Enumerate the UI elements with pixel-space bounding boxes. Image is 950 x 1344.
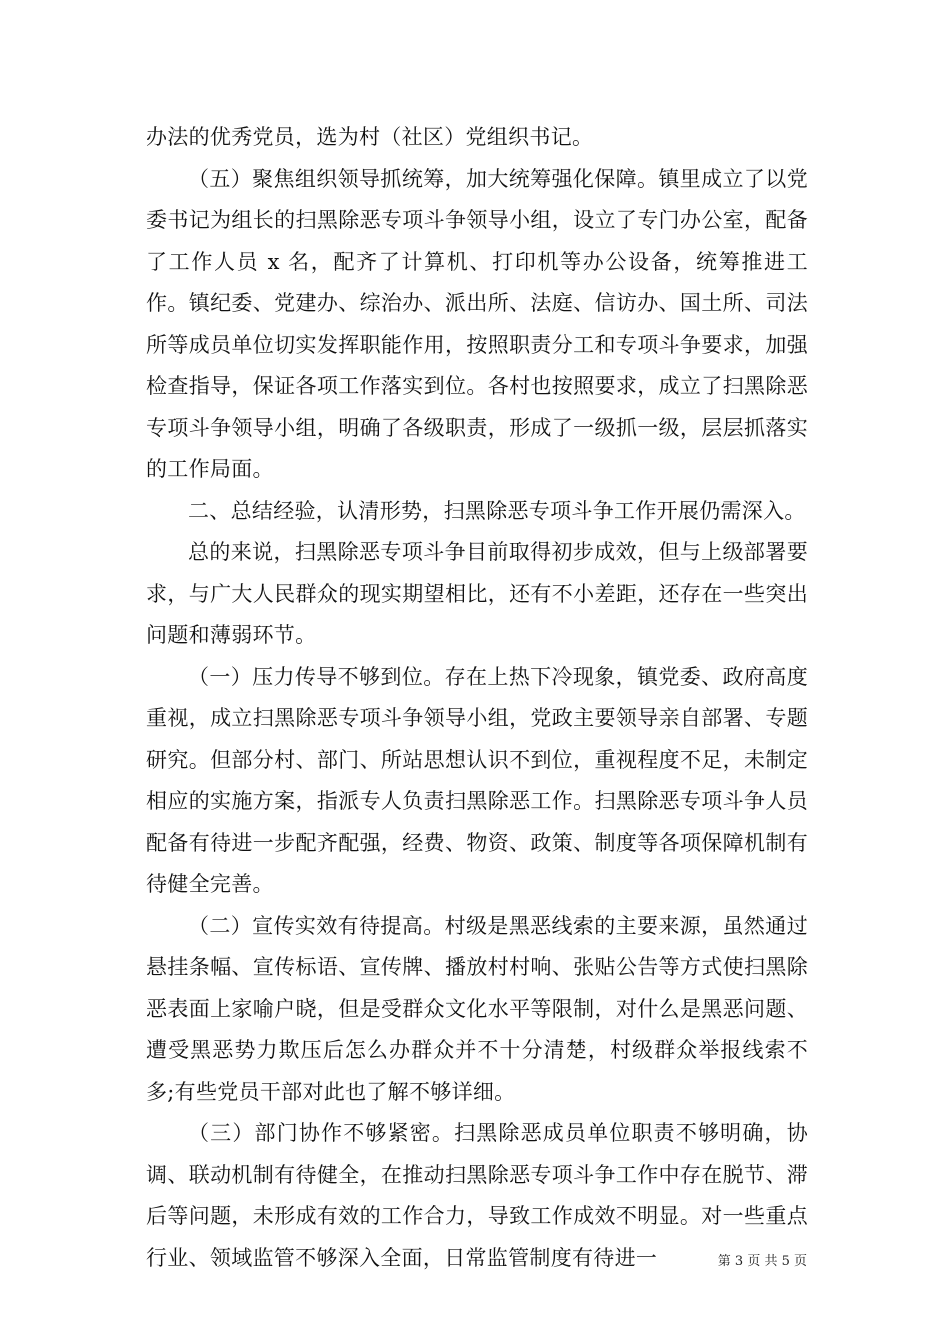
paragraph-issue-2: （二）宣传实效有待提高。村级是黑恶线索的主要来源，虽然通过悬挂条幅、宣传标语、宣传牌、播放村村响、张贴公告等方式使扫黑除恶表面上家喻户晓，但是受群众文化水平等限制，对什么是黑恶问题、遭受黑恶势力欺压后怎么办群众并不十分清楚，村级群众举报线索不多;有些党员干部对此也了解不够详细。 bbox=[146, 913, 808, 1104]
paragraph-issue-1: （一）压力传导不够到位。存在上热下冷现象，镇党委、政府高度重视，成立扫黑除恶专项斗争领导小组，党政主要领导亲自部署、专题研究。但部分村、部门、所站思想认识不到位，重视程度不足，未制定相应的实施方案，指派专人负责扫黑除恶工作。扫黑除恶专项斗争人员配备有待进一步配齐配强，经费、物资、政策、制度等各项保障机制有待健全完善。 bbox=[146, 664, 808, 896]
paragraph-issue-3: （三）部门协作不够紧密。扫黑除恶成员单位职责不够明确，协调、联动机制有待健全，在推动扫黑除恶专项斗争工作中存在脱节、滞后等问题，未形成有效的工作合力，导致工作成效不明显。对一些重点行业、领域监管不够深入全面，日常监管制度有待进一 bbox=[146, 1121, 808, 1270]
document-body bbox=[146, 117, 808, 1279]
page-number: 第 3 页 共 5 页 bbox=[717, 1254, 807, 1269]
paragraph-continuation: 办法的优秀党员，选为村（社区）党组织书记。 bbox=[146, 125, 594, 149]
paragraph-section-5: （五）聚焦组织领导抓统筹，加大统筹强化保障。镇里成立了以党委书记为组长的扫黑除恶专项斗争领导小组，设立了专门办公室，配备了工作人员 x 名，配齐了计算机、打印机等办公设备，统筹推进工作。镇纪委、党建办、综治办、派出所、法庭、信访办、国土所、司法所等成员单位切实发挥职能作用，按照职责分工和专项斗争要求，加强检查指导，保证各项工作落实到位。各村也按照要求，成立了扫黑除恶专项斗争领导小组，明确了各级职责，形成了一级抓一级，层层抓落实的工作局面。 bbox=[146, 166, 808, 481]
paragraph-summary: 总的来说，扫黑除恶专项斗争目前取得初步成效，但与上级部署要求，与广大人民群众的现实期望相比，还有不小差距，还存在一些突出问题和薄弱环节。 bbox=[146, 540, 808, 647]
heading-section-2: 二、总结经验，认清形势，扫黑除恶专项斗争工作开展仍需深入。 bbox=[188, 498, 806, 523]
